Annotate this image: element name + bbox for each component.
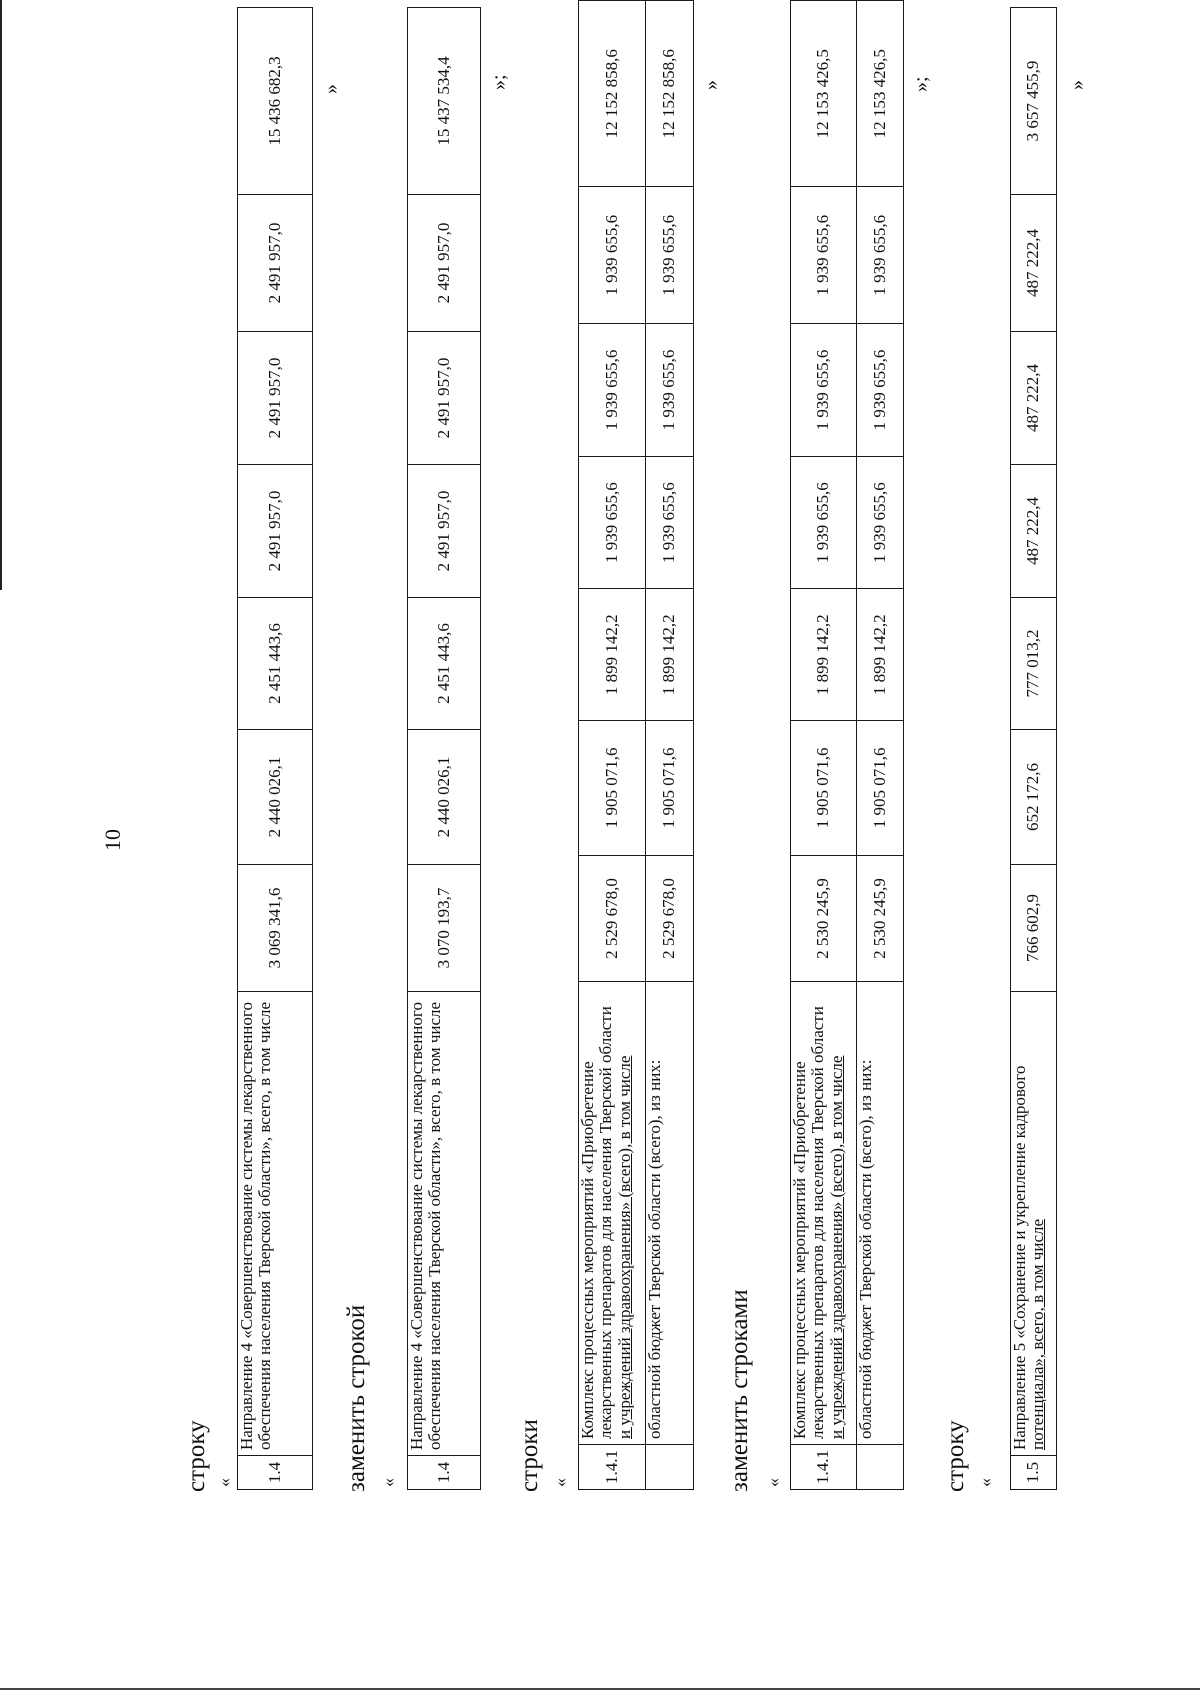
- value-cell: 1 939 655,6: [646, 324, 694, 457]
- budget-table: [237, 7, 313, 1490]
- row-name: областной бюджет Тверской области (всего), из них:: [857, 982, 904, 1445]
- row-name: [579, 982, 646, 1445]
- closing-quote: »;: [488, 74, 510, 90]
- value-cell: 1 905 071,6: [791, 721, 857, 856]
- row-name-line: лекарственных препаратов для населения Тверской области: [596, 1006, 616, 1439]
- closing-quote: »: [320, 84, 342, 94]
- row-code: 1.4.1: [791, 1445, 857, 1490]
- value-cell: 1 939 655,6: [646, 456, 694, 589]
- value-cell: 15 437 534,4: [408, 8, 481, 195]
- row-code: 1.4.1: [579, 1445, 646, 1490]
- row-name-line: и учреждений здравоохранения» (всего), в том числе: [826, 1055, 846, 1439]
- opening-quote: «: [550, 1478, 570, 1487]
- value-cell: 1 939 655,6: [791, 324, 857, 457]
- value-cell: 1 939 655,6: [857, 456, 904, 589]
- page-number: 10: [100, 829, 125, 851]
- row-code: 1.5: [1011, 1456, 1057, 1490]
- row-name: [791, 982, 857, 1445]
- value-cell: 1 939 655,6: [857, 324, 904, 457]
- value-cell: 1 939 655,6: [646, 187, 694, 324]
- table-row: [579, 1, 646, 1490]
- value-cell: 3 069 341,6: [238, 865, 313, 992]
- value-cell: 1 939 655,6: [579, 456, 646, 589]
- table-row: [408, 8, 481, 1490]
- row-name: Направление 4 «Совершенствование системы лекарственного обеспечения населения Тверской области», всего, в том числе: [408, 992, 481, 1456]
- value-cell: 3 070 193,7: [408, 865, 481, 992]
- value-cell: 1 939 655,6: [579, 187, 646, 324]
- value-cell: 2 491 957,0: [238, 195, 313, 332]
- row-name-line: лекарственных препаратов для населения Тверской области: [808, 1006, 828, 1439]
- value-cell: 2 451 443,6: [408, 598, 481, 730]
- instruction-phrase: строки: [516, 1419, 543, 1492]
- row-name-line: потенциала», всего, в том числе: [1028, 1218, 1048, 1450]
- value-cell: 1 905 071,6: [579, 721, 646, 856]
- value-cell: 487 222,4: [1011, 195, 1057, 332]
- row-name: Направление 4 «Совершенствование системы лекарственного обеспечения населения Тверской области», всего, в том числе: [238, 992, 313, 1456]
- value-cell: 2 491 957,0: [408, 195, 481, 332]
- row-name-line: Комплекс процессных мероприятий «Приобретение: [790, 1061, 809, 1439]
- value-cell: 1 899 142,2: [646, 589, 694, 721]
- value-cell: 2 530 245,9: [791, 855, 857, 982]
- value-cell: 12 153 426,5: [857, 1, 904, 187]
- value-cell: 12 152 858,6: [579, 1, 646, 187]
- value-cell: 487 222,4: [1011, 465, 1057, 598]
- budget-table: [1010, 7, 1057, 1490]
- value-cell: 652 172,6: [1011, 730, 1057, 865]
- instruction-phrase: заменить строкой: [343, 1304, 370, 1492]
- row-code: [646, 1445, 694, 1490]
- value-cell: 1 939 655,6: [791, 187, 857, 324]
- value-cell: 1 899 142,2: [579, 589, 646, 721]
- value-cell: 3 657 455,9: [1011, 8, 1057, 195]
- value-cell: 1 899 142,2: [857, 589, 904, 721]
- budget-table: [407, 7, 481, 1490]
- value-cell: 487 222,4: [1011, 332, 1057, 465]
- table-row: [238, 8, 313, 1490]
- budget-table: [578, 0, 694, 1490]
- opening-quote: «: [763, 1478, 783, 1487]
- value-cell: 1 905 071,6: [857, 721, 904, 856]
- closing-quote: »: [1066, 80, 1088, 90]
- instruction-phrase: строку: [183, 1420, 210, 1492]
- opening-quote: «: [975, 1478, 995, 1487]
- value-cell: 766 602,9: [1011, 865, 1057, 992]
- value-cell: 12 152 858,6: [646, 1, 694, 187]
- value-cell: 2 529 678,0: [579, 855, 646, 982]
- value-cell: 2 491 957,0: [238, 332, 313, 465]
- instruction-phrase: строку: [942, 1420, 969, 1492]
- row-name-line: Направление 5 «Сохранение и укрепление кадрового: [1010, 1065, 1029, 1450]
- row-code: 1.4: [238, 1456, 313, 1490]
- value-cell: 15 436 682,3: [238, 8, 313, 195]
- row-name-line: и учреждений здравоохранения» (всего), в том числе: [614, 1055, 634, 1439]
- value-cell: 2 491 957,0: [408, 332, 481, 465]
- table-row: [857, 1, 904, 1490]
- value-cell: 12 153 426,5: [791, 1, 857, 187]
- row-name: областной бюджет Тверской области (всего), из них:: [646, 982, 694, 1445]
- instruction-phrase: заменить строками: [726, 1289, 753, 1492]
- budget-table: [790, 0, 904, 1490]
- row-code: [857, 1445, 904, 1490]
- value-cell: 2 530 245,9: [857, 855, 904, 982]
- opening-quote: «: [378, 1478, 398, 1487]
- closing-quote: »: [700, 80, 722, 90]
- value-cell: 2 440 026,1: [238, 730, 313, 865]
- value-cell: 1 905 071,6: [646, 721, 694, 856]
- value-cell: 2 491 957,0: [408, 465, 481, 598]
- table-row: [1011, 8, 1057, 1490]
- value-cell: 2 440 026,1: [408, 730, 481, 865]
- value-cell: 777 013,2: [1011, 598, 1057, 730]
- value-cell: 1 939 655,6: [579, 324, 646, 457]
- row-name: [1011, 992, 1057, 1456]
- value-cell: 1 899 142,2: [791, 589, 857, 721]
- value-cell: 1 939 655,6: [791, 456, 857, 589]
- opening-quote: «: [214, 1478, 234, 1487]
- value-cell: 2 529 678,0: [646, 855, 694, 982]
- value-cell: 1 939 655,6: [857, 187, 904, 324]
- row-name-line: Комплекс процессных мероприятий «Приобретение: [578, 1061, 597, 1439]
- value-cell: 2 451 443,6: [238, 598, 313, 730]
- table-row: [791, 1, 857, 1490]
- value-cell: 2 491 957,0: [238, 465, 313, 598]
- row-code: 1.4: [408, 1456, 481, 1490]
- closing-quote: »;: [910, 76, 932, 92]
- table-row: [646, 1, 694, 1490]
